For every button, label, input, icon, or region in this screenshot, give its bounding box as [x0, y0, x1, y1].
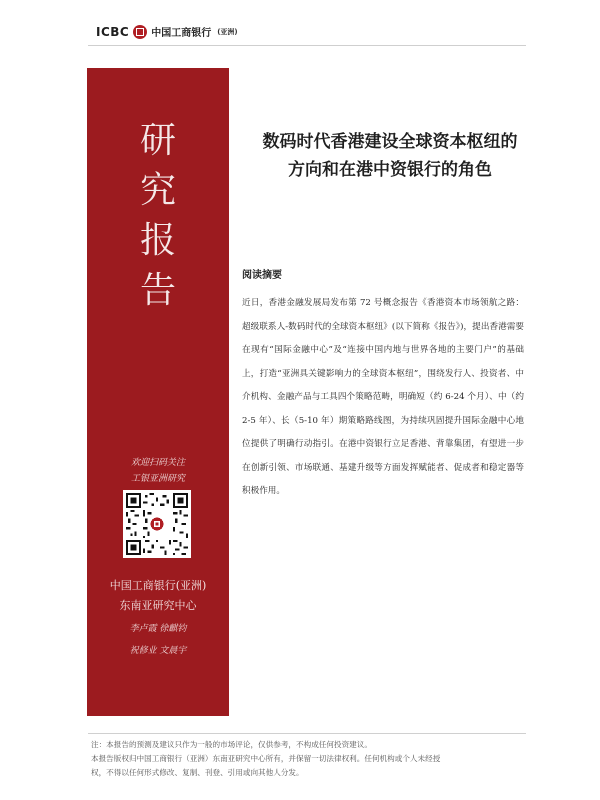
footer-divider — [88, 733, 526, 734]
abstract-text: 近日，香港金融发展局发布第 72 号概念报告《香港资本市场领航之路：超级联系人-数码时代的全球资本枢纽》(以下简称《报告》)，提出香港需要在现有“国际金融中心”及“连接中国内地与世界各地的主要门户”的基础上，打造“亚洲具关键影响力的全球资本枢纽”，围绕发行人、投资者、中介机构、金融产品与工具四个策略范畴，明确短（约 6-24 个月）、中（约 2-5 年）、长（5-10 年）期策略路线图，为持续巩固提升国际金融中心地位提供了明确行动指引。在港中资银行立足香港、背靠集团，有望进一步在创新引领、市场联通、基建升级等方面发挥赋能者、促成者和稳定器等积极作用。 — [242, 298, 524, 496]
title-line: 数码时代香港建设全球资本枢纽的 — [262, 132, 518, 152]
authors — [87, 618, 229, 662]
qr-code-icon[interactable] — [123, 490, 191, 558]
author-block — [87, 576, 229, 662]
report-title-char: 研 — [139, 120, 176, 161]
abstract-heading: 阅读摘要 — [242, 270, 282, 281]
disclaimer-line: 权，不得以任何形式修改、复制、刊登、引用或向其他人分发。 — [91, 768, 304, 777]
icbc-logo — [96, 24, 238, 39]
report-title-char: 告 — [139, 270, 176, 311]
research-center-name: 东南亚研究中心 — [119, 599, 197, 612]
disclaimer — [91, 738, 523, 780]
report-title-char: 究 — [139, 170, 176, 211]
brand-sub: (亚洲) — [217, 27, 238, 36]
report-title-char: 报 — [139, 220, 176, 261]
brand-latin: ICBC — [96, 24, 130, 39]
brand-chinese: 中国工商银行 — [151, 28, 212, 39]
disclaimer-line: 注：本报告的预测及建议只作为一般的市场评论，仅供参考，不构成任何投资建议。 — [91, 740, 372, 749]
page-header — [0, 0, 600, 48]
report-title — [240, 128, 540, 184]
title-line: 方向和在港中资银行的角色 — [288, 160, 492, 180]
icbc-emblem-icon — [133, 25, 147, 39]
follow-prompt — [87, 455, 229, 487]
follow-line: 工银亚洲研究 — [130, 474, 185, 484]
follow-line: 欢迎扫码关注 — [130, 458, 185, 468]
disclaimer-line: 本报告版权归中国工商银行（亚洲）东南亚研究中心所有，并保留一切法律权利。任何机构或个人未经授 — [91, 754, 441, 763]
authors-line: 李卢霞 徐麒钧 — [129, 624, 187, 634]
cover-sidebar — [87, 68, 229, 716]
organization-name: 中国工商银行(亚洲) — [109, 579, 207, 592]
report-type-title — [135, 116, 181, 316]
header-divider — [88, 45, 526, 46]
authors-line: 祝修业 文晨宇 — [129, 646, 187, 656]
